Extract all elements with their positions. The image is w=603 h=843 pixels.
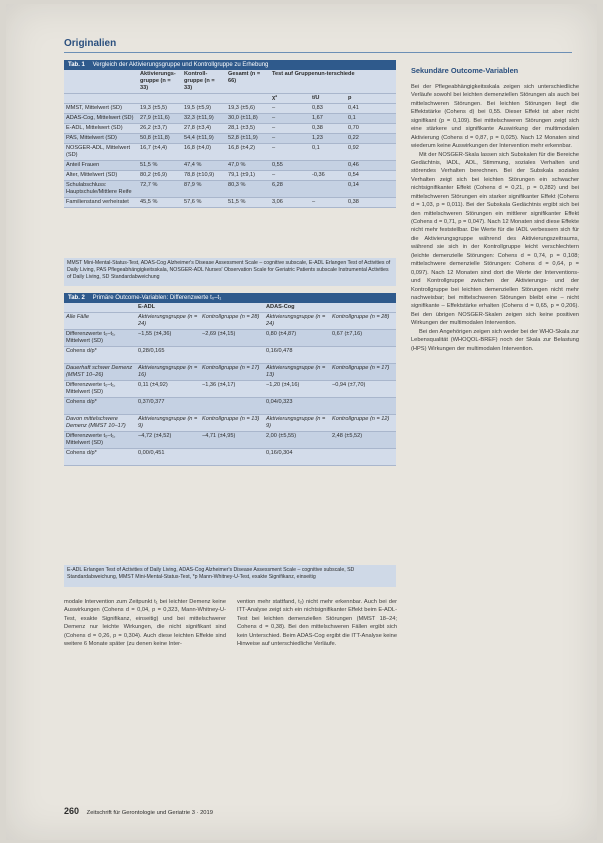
table-header-row bbox=[64, 70, 396, 94]
right-paragraph-3: Bei den Angehörigen zeigen sich weder bei der WHO-Skala zur Lebensqualität (WHOQOL-BREF) noch der Skala zur Belastung (HPS) Wirkungen der multimodalen Intervention. bbox=[411, 328, 579, 352]
table-cell: 51,5 % bbox=[140, 161, 158, 168]
table-row bbox=[64, 381, 396, 398]
table-cell: 54,4 (±11,9) bbox=[184, 134, 214, 141]
table-cell: 32,3 (±11,9) bbox=[184, 114, 214, 121]
table-cell: −1,36 (±4,17) bbox=[202, 381, 236, 388]
table-cell: −4,71 (±4,95) bbox=[202, 432, 236, 439]
table-cell: PAS, Mittelwert (SD) bbox=[66, 134, 117, 141]
table-cell: p bbox=[348, 94, 352, 101]
table-cell: 0,1 bbox=[348, 114, 356, 121]
table-cell: 0,46 bbox=[348, 161, 359, 168]
table-cell: 19,3 (±5,5) bbox=[140, 104, 168, 111]
table-cell: – bbox=[272, 134, 276, 141]
table-cell: −2,69 (±4,15) bbox=[202, 330, 236, 337]
table-cell: Differenzwerte t₀–t₁, Mittelwert (SD) bbox=[66, 381, 116, 395]
table-1 bbox=[64, 60, 396, 286]
table-cell: 0,83 bbox=[312, 104, 323, 111]
journal-name: Zeitschrift für Gerontologie und Geriatrie 3 · 2019 bbox=[86, 810, 213, 816]
table-cell: 0,16/0,478 bbox=[266, 347, 293, 354]
table-row bbox=[64, 144, 396, 161]
table-cell bbox=[330, 398, 396, 414]
table-cell: Aktivierungsgruppe (n = 9) bbox=[266, 415, 326, 429]
table-cell: Cohens d/p* bbox=[66, 449, 97, 456]
table-cell: Alter, Mittelwert (SD) bbox=[66, 171, 118, 178]
group-header: E-ADL bbox=[138, 304, 156, 310]
table-cell: 72,7 % bbox=[140, 181, 158, 188]
table-cell bbox=[64, 303, 136, 312]
table-cell: 52,8 (±11,9) bbox=[228, 134, 258, 141]
column-header: Kontroll-gruppe (n = 33) bbox=[184, 71, 215, 91]
table-cell: Aktivierungsgruppe (n = 13) bbox=[266, 364, 326, 378]
table-cell bbox=[200, 398, 264, 414]
table-cell: 6,28 bbox=[272, 181, 283, 188]
table-row bbox=[64, 398, 396, 415]
table-cell bbox=[330, 449, 396, 465]
table-cell: Anteil Frauen bbox=[66, 161, 100, 168]
table-cell: 3,06 bbox=[272, 198, 283, 205]
table-cell: 47,4 % bbox=[184, 161, 202, 168]
table-cell: 57,6 % bbox=[184, 198, 202, 205]
table-cell: 1,23 bbox=[312, 134, 323, 141]
body-text-column-1: modale Intervention zum Zeitpunkt t₁ bei leichter Demenz keine Auswirkungen (Cohens d = 0,04, p = 0,323, Mann-Whitney-U-Test, exakte Signifikanz, einseitig) und bei mittelschwerer Demenz nur leichte Wirkungen, die nicht signifikant sind (Cohens d = 0,26, p = 0,304). Auch diese leichten Effekte sind weitere 6 Monate später (zu denen keine Inter- bbox=[64, 599, 226, 648]
table-cell: 0,11 (±4,92) bbox=[138, 381, 168, 388]
table-cell: ADAS-Cog, Mittelwert (SD) bbox=[66, 114, 134, 121]
table-group-header-row bbox=[64, 303, 396, 313]
table-cell: Davon mittelschwere Demenz (MMST 10–17) bbox=[66, 415, 126, 429]
table-cell: 0,80 (±4,87) bbox=[266, 330, 297, 337]
table-cell: Familienstand verheiratet bbox=[66, 198, 129, 205]
table-row bbox=[64, 313, 396, 330]
right-column bbox=[411, 66, 579, 353]
column-header: Gesamt (n = 66) bbox=[228, 71, 261, 84]
table-cell: 0,22 bbox=[348, 134, 359, 141]
table-cell bbox=[182, 94, 226, 103]
table-cell: 0,04/0,323 bbox=[266, 398, 293, 405]
table-row bbox=[64, 171, 396, 181]
table-cell bbox=[64, 94, 138, 103]
table-cell: 0,1 bbox=[312, 144, 320, 151]
table-cell: – bbox=[312, 198, 316, 205]
table-cell: χ² bbox=[272, 94, 278, 101]
right-paragraph-1: Bei der Pflegeabhängigkeitsskala zeigen sich unterschiedliche Verläufe sowohl bei leichten demenziellen Störungen als auch bei mittelschweren Störungen. Bei leichten Störungen liegt die Effektstärke (Cohens d) bei 0,55. Dieser Effekt ist aber nicht signifikant (p = 0,109). Bei mittelschweren Störungen zeigt sich eine stärkere und signifikante Auswirkung der multimodalen Aktivierung (Cohens d = 0,87, p = 0,025). Nach 12 Monaten sind wiederum keine Auswirkungen der Intervention mehr erkennbar. bbox=[411, 84, 579, 150]
table-cell: -0,36 bbox=[312, 171, 325, 178]
table-cell: 16,7 (±4,4) bbox=[140, 144, 168, 151]
table-1-footnote: MMST Mini-Mental-Status-Test, ADAS-Cog Alzheimer's Disease Assessment Scale – cognitive subscale, E-ADL Erlangen Test of Activities of Daily Living, PAS Pflegeabhängigkeitsskala, NOSGER-ADL Nurses' Observation Scale for Geriatric Patients subscale Instrumental Activities of Daily Living, SD Standardabweichung bbox=[64, 258, 396, 286]
table-1-number: Tab. 1 bbox=[68, 62, 85, 68]
table-cell: 80,3 % bbox=[228, 181, 246, 188]
table-cell: 1,67 bbox=[312, 114, 323, 121]
table-row bbox=[64, 124, 396, 134]
table-cell: 2,48 (±5,52) bbox=[332, 432, 363, 439]
table-cell: Kontrollgruppe (n = 17) bbox=[202, 364, 260, 371]
table-cell: 28,1 (±3,5) bbox=[228, 124, 256, 131]
table-cell: 50,8 (±11,8) bbox=[140, 134, 170, 141]
page-footer bbox=[64, 806, 213, 816]
table-cell: 0,14 bbox=[348, 181, 359, 188]
table-cell: Differenzwerte t₀–t₁, Mittelwert (SD) bbox=[66, 432, 116, 446]
table-cell bbox=[226, 94, 270, 103]
section-rule bbox=[64, 52, 572, 53]
table-cell bbox=[200, 449, 264, 465]
body-text-column-2: vention mehr stattfand, t₂) nicht mehr erkennbar. Auch bei der ITT-Analyse zeigt sich ein nichtsignifikanter Effekt beim E-ADL-Test bei leichten demenziellen Störungen (MMST 18–24; Cohens d = 0,38). Bei den mittelschweren Fällen ergibt sich kein Unterschied. Beim ADAS-Cog ergibt die ITT-Analyse keine Hinweise auf unterschiedliche Verläufe. bbox=[237, 599, 397, 648]
table-cell: 27,9 (±11,6) bbox=[140, 114, 170, 121]
right-paragraph-2: Mit der NOSGER-Skala lassen sich Subskalen für die Bereiche Gedächtnis, IADL, ADL, Stimmung, soziales Verhalten und störendes Verhalten berechnen. Bei der Subskala soziales Verhalten zeigt sich bei leichten Störungen ein schwacher nichtsignifikanter Effekt (Cohens d = 0,21, p = 0,282) und bei mittelschweren Störungen ein starker signifikanter Effekt (Cohens d = 1,03, p = 0,011). Bei der Subskala Gedächtnis ergibt sich bei den mittelschweren Störungen ein mittlerer signifikanter Effekt (Cohens d = 0,71, p = 0,047). Nach 12 Monaten sind diese Effekte nicht mehr feststellbar. Die Werte für die IADL verbessern sich für die Aktivierungsgruppe während des Aktivierungszeitraums, während sie sich in der Kontrollgruppe leicht verschlechtern (leichte demenzielle Störungen: Cohens d = 0,74, p = 0,108; mittelschwere demenzielle Störungen: Cohens d = 0,64, p = 0,097). Nach 12 Monaten sind dort die Werte der Interventions- und Kontrollgruppe zwischen der Aktivierungs- und der Kontrollgruppe bei leichten demenziellen Störungen nicht mehr nachweisbar; bei mittelschweren Störungen bleibt eine – nicht signifikante – Effektstärke erhalten (Cohens d = 0,65, p = 0,206). Bei den übrigen NOSGER-Skalen zeigen sich keine positiven Wirkungen der multimodalen Intervention. bbox=[411, 151, 579, 327]
table-cell: 0,41 bbox=[348, 104, 359, 111]
table-row bbox=[64, 432, 396, 449]
table-cell: Aktivierungsgruppe (n = 9) bbox=[138, 415, 198, 429]
table-2-grid bbox=[64, 303, 396, 466]
table-2 bbox=[64, 293, 396, 593]
table-cell: Kontrollgruppe (n = 28) bbox=[332, 313, 390, 320]
table-cell: 26,2 (±3,7) bbox=[140, 124, 168, 131]
table-cell: Schulabschluss: Hauptschule/Mittlere Reife bbox=[66, 181, 132, 195]
table-cell: t/U bbox=[312, 94, 320, 101]
table-cell: – bbox=[272, 124, 276, 131]
table-row bbox=[64, 181, 396, 198]
table-cell: −1,20 (±4,16) bbox=[266, 381, 300, 388]
table-cell: 0,38 bbox=[348, 198, 359, 205]
table-cell: 2,00 (±5,55) bbox=[266, 432, 297, 439]
table-1-grid bbox=[64, 70, 396, 208]
table-1-header bbox=[64, 60, 396, 70]
table-cell: Kontrollgruppe (n = 17) bbox=[332, 364, 390, 371]
table-cell bbox=[200, 347, 264, 363]
table-2-header bbox=[64, 293, 396, 303]
group-header: ADAS-Cog bbox=[266, 304, 295, 310]
table-row bbox=[64, 415, 396, 432]
table-cell: Cohens d/p* bbox=[66, 347, 97, 354]
table-row bbox=[64, 161, 396, 171]
table-cell: 0,54 bbox=[348, 171, 359, 178]
table-cell: Kontrollgruppe (n = 12) bbox=[332, 415, 390, 422]
table-cell: 19,3 (±5,6) bbox=[228, 104, 256, 111]
table-cell: E-ADL, Mittelwert (SD) bbox=[66, 124, 123, 131]
table-cell: MMST, Mittelwert (SD) bbox=[66, 104, 122, 111]
table-cell: 0,92 bbox=[348, 144, 359, 151]
page-number: 260 bbox=[64, 806, 80, 816]
table-cell: Differenzwerte t₀–t₁, Mittelwert (SD) bbox=[66, 330, 116, 344]
table-cell: 19,5 (±5,9) bbox=[184, 104, 212, 111]
table-row bbox=[64, 330, 396, 347]
table-cell: Kontrollgruppe (n = 28) bbox=[202, 313, 260, 320]
table-row bbox=[64, 364, 396, 381]
table-cell bbox=[330, 347, 396, 363]
table-cell: 0,70 bbox=[348, 124, 359, 131]
table-1-title: Vergleich der Aktivierungsgruppe und Kontrollgruppe zu Erhebung bbox=[92, 62, 269, 68]
table-cell: Dauerhaft schwer Demenz (MMST 10–26) bbox=[66, 364, 133, 378]
table-cell: 87,9 % bbox=[184, 181, 202, 188]
table-cell: 27,8 (±3,4) bbox=[184, 124, 212, 131]
section-title: Originalien bbox=[64, 38, 117, 49]
table-cell: −1,55 (±4,36) bbox=[138, 330, 172, 337]
table-row bbox=[64, 449, 396, 466]
table-cell: – bbox=[272, 144, 276, 151]
table-cell: 30,0 (±11,8) bbox=[228, 114, 258, 121]
table-cell: 16,8 (±4,0) bbox=[184, 144, 212, 151]
table-cell: 0,16/0,304 bbox=[266, 449, 293, 456]
table-cell: Aktivierungsgruppe (n = 24) bbox=[138, 313, 198, 327]
table-cell: 47,0 % bbox=[228, 161, 246, 168]
table-cell: Aktivierungsgruppe (n = 16) bbox=[138, 364, 198, 378]
table-row bbox=[64, 94, 396, 104]
table-cell: Cohens d/p* bbox=[66, 398, 97, 405]
secondary-outcomes-heading: Sekundäre Outcome-Variablen bbox=[411, 66, 519, 75]
table-cell: Kontrollgruppe (n = 13) bbox=[202, 415, 260, 422]
table-cell: 45,5 % bbox=[140, 198, 158, 205]
table-2-title: Primäre Outcome-Variablen: Differenzwerte t₀–t₁ bbox=[92, 295, 222, 301]
table-cell: – bbox=[272, 114, 276, 121]
column-header: Test auf Gruppenun-terschiede bbox=[272, 71, 355, 77]
table-row bbox=[64, 104, 396, 114]
table-cell: NOSGER-ADL, Mittelwert (SD) bbox=[66, 144, 131, 158]
table-cell: 0,00/0,451 bbox=[138, 449, 165, 456]
table-row bbox=[64, 347, 396, 364]
table-cell: 78,8 (±10,9) bbox=[184, 171, 215, 178]
table-row bbox=[64, 134, 396, 144]
table-cell: 16,8 (±4,2) bbox=[228, 144, 256, 151]
table-cell bbox=[310, 181, 346, 197]
table-cell bbox=[138, 94, 182, 103]
table-cell bbox=[310, 161, 346, 170]
table-cell: 79,1 (±9,1) bbox=[228, 171, 256, 178]
table-cell: 0,55 bbox=[272, 161, 283, 168]
table-cell: 80,2 (±6,9) bbox=[140, 171, 168, 178]
table-cell: Aktivierungsgruppe (n = 24) bbox=[266, 313, 326, 327]
column-header bbox=[64, 70, 138, 93]
table-cell: 0,28/0,165 bbox=[138, 347, 165, 354]
table-cell: – bbox=[272, 104, 276, 111]
table-row bbox=[64, 198, 396, 208]
table-row bbox=[64, 114, 396, 124]
table-2-number: Tab. 2 bbox=[68, 295, 85, 301]
table-cell: 0,67 (±7,16) bbox=[332, 330, 363, 337]
table-cell: 0,38 bbox=[312, 124, 323, 131]
table-cell: – bbox=[272, 171, 276, 178]
table-cell: 0,37/0,377 bbox=[138, 398, 165, 405]
table-cell: −0,94 (±7,70) bbox=[332, 381, 366, 388]
table-2-footnote: E-ADL Erlangen Test of Activities of Daily Living, ADAS-Cog Alzheimer's Disease Assessment Scale – cognitive subscale, SD Standardabweichung, MMST Mini-Mental-Status-Test, *p Mann-Whitney-U-Test, exakte Signifikanz, einseitig bbox=[64, 565, 396, 587]
table-cell: Alle Fälle bbox=[66, 313, 90, 320]
table-cell: −4,72 (±4,52) bbox=[138, 432, 172, 439]
table-cell: 51,5 % bbox=[228, 198, 246, 205]
column-header: Aktivierungs-gruppe (n = 33) bbox=[140, 71, 176, 91]
